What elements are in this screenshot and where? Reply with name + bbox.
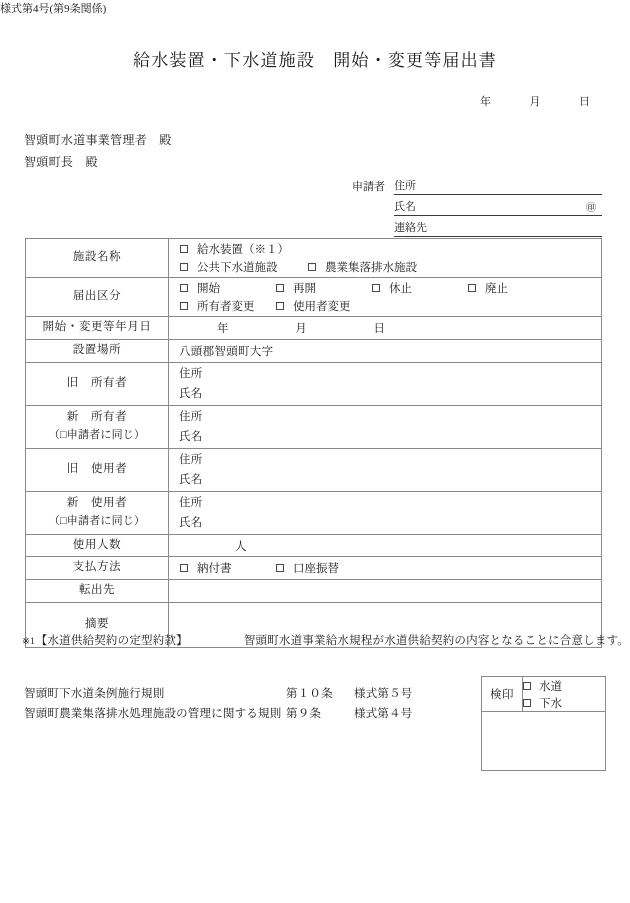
applicant-title bbox=[352, 236, 394, 237]
footnote-mark: ※1 bbox=[22, 637, 35, 647]
checkbox-row bbox=[175, 297, 601, 315]
checkbox-option[interactable] bbox=[180, 280, 276, 296]
checkbox-label: 開始 bbox=[197, 283, 220, 295]
row-label-text: 支払方法 bbox=[72, 561, 122, 574]
checkbox-row bbox=[175, 240, 601, 258]
checkbox-label: 農業集落排水施設 bbox=[325, 262, 417, 274]
checkbox-label: 公共下水道施設 bbox=[197, 262, 278, 274]
row-value[interactable] bbox=[169, 405, 602, 448]
table-row bbox=[26, 317, 602, 340]
prefilled-location-text[interactable]: 八頭郡智頭町大字 bbox=[179, 345, 274, 358]
checkbox-option[interactable] bbox=[468, 280, 508, 296]
date-year-label: 年 bbox=[480, 96, 491, 108]
inspection-seal-blank-area[interactable] bbox=[482, 712, 606, 771]
checkbox-group bbox=[175, 239, 601, 277]
applicant-row bbox=[352, 216, 602, 237]
person-field-address[interactable]: 住所 bbox=[179, 453, 203, 466]
inspection-checkbox-option[interactable] bbox=[523, 694, 605, 711]
checkbox-option[interactable] bbox=[276, 298, 351, 314]
checkbox-label: 休止 bbox=[389, 283, 412, 295]
checkbox-icon[interactable] bbox=[180, 302, 188, 310]
row-value[interactable] bbox=[169, 580, 602, 603]
row-value[interactable] bbox=[169, 448, 602, 491]
row-label-text: 旧 使用者 bbox=[66, 462, 128, 475]
regulation-row bbox=[24, 705, 413, 725]
regulation-name: 智頭町下水道条例施行規則 bbox=[24, 688, 165, 700]
date-day-label: 日 bbox=[579, 96, 590, 108]
checkbox-icon[interactable] bbox=[523, 699, 531, 707]
row-label-text: 開始・変更等年月日 bbox=[42, 321, 152, 333]
applicant-field-label: 連絡先 bbox=[394, 222, 427, 234]
person-fields bbox=[175, 449, 601, 491]
checkbox-row bbox=[175, 279, 601, 297]
person-field-address[interactable]: 住所 bbox=[179, 367, 203, 380]
regulation-article: 第１０条 bbox=[286, 688, 333, 700]
row-label-text: 届出区分 bbox=[72, 290, 122, 303]
row-value[interactable] bbox=[169, 317, 602, 340]
date-month-label: 月 bbox=[295, 322, 307, 335]
checkbox-icon[interactable] bbox=[276, 302, 284, 310]
checkbox-option[interactable] bbox=[180, 259, 308, 275]
row-label bbox=[26, 557, 169, 580]
applicant-block bbox=[352, 174, 602, 237]
row-value[interactable] bbox=[169, 534, 602, 557]
table-row bbox=[26, 557, 602, 580]
applicant-title: 申請者 bbox=[352, 181, 385, 193]
regulation-article: 第９条 bbox=[286, 708, 322, 720]
row-value[interactable] bbox=[169, 339, 602, 362]
checkbox-label: 納付書 bbox=[197, 563, 232, 576]
date-day-label: 日 bbox=[373, 322, 385, 335]
blank-entry-area[interactable] bbox=[175, 581, 601, 601]
person-field-name[interactable]: 氏名 bbox=[179, 473, 203, 486]
checkbox-icon[interactable] bbox=[308, 263, 316, 271]
checkbox-label: 使用者変更 bbox=[293, 301, 351, 313]
checkbox-label: 再開 bbox=[293, 283, 316, 295]
row-value[interactable] bbox=[169, 491, 602, 534]
person-field-name[interactable]: 氏名 bbox=[179, 387, 203, 400]
table-row bbox=[26, 339, 602, 362]
checkbox-group bbox=[175, 558, 601, 578]
checkbox-group bbox=[175, 278, 601, 316]
applicant-field-label: 住所 bbox=[394, 180, 416, 192]
row-value[interactable] bbox=[169, 362, 602, 405]
person-count-unit[interactable]: 人 bbox=[235, 540, 247, 553]
row-label-text: 使用人数 bbox=[72, 538, 122, 551]
table-row bbox=[26, 405, 602, 448]
checkbox-option[interactable] bbox=[276, 560, 339, 576]
checkbox-icon[interactable] bbox=[276, 564, 284, 572]
row-label bbox=[26, 580, 169, 603]
person-fields bbox=[175, 406, 601, 448]
checkbox-icon[interactable] bbox=[180, 263, 188, 271]
form-number: 様式第4号(第9条関係) bbox=[0, 3, 107, 15]
checkbox-option[interactable] bbox=[180, 241, 308, 257]
checkbox-label: 口座振替 bbox=[293, 563, 339, 576]
row-label bbox=[26, 491, 169, 534]
person-fields bbox=[175, 492, 601, 534]
checkbox-label: 廃止 bbox=[485, 283, 508, 295]
row-label bbox=[26, 534, 169, 557]
applicant-row bbox=[352, 195, 602, 216]
checkbox-label: 所有者変更 bbox=[197, 301, 255, 313]
applicant-氏名-field[interactable] bbox=[394, 199, 602, 216]
row-label-text: 新 所有者 bbox=[66, 411, 128, 424]
checkbox-icon[interactable] bbox=[180, 284, 188, 292]
checkbox-row bbox=[175, 258, 601, 276]
checkbox-label: 給水装置（※１） bbox=[197, 244, 289, 256]
checkbox-icon[interactable] bbox=[180, 564, 188, 572]
regulation-name: 智頭町農業集落排水処理施設の管理に関する規則 bbox=[24, 708, 282, 720]
notification-details-table bbox=[25, 238, 602, 648]
inspection-seal-box bbox=[481, 676, 606, 771]
table-row bbox=[26, 362, 602, 405]
person-field-address[interactable]: 住所 bbox=[179, 410, 203, 423]
date-input-row[interactable] bbox=[175, 320, 385, 336]
row-label bbox=[26, 405, 169, 448]
table-row bbox=[26, 580, 602, 603]
regulations-list bbox=[24, 685, 413, 725]
row-label bbox=[26, 317, 169, 340]
row-label-text: 旧 所有者 bbox=[66, 376, 128, 389]
row-label bbox=[26, 362, 169, 405]
inspection-seal-label: 検印 bbox=[482, 677, 523, 712]
checkbox-option[interactable] bbox=[308, 259, 417, 275]
applicant-row bbox=[352, 174, 602, 195]
inspection-checkbox-label: 水道 bbox=[539, 680, 562, 693]
issue-date-line bbox=[480, 93, 590, 109]
page-title: 給水装置・下水道施設 開始・変更等届出書 bbox=[133, 51, 497, 70]
person-field-name[interactable]: 氏名 bbox=[179, 516, 203, 529]
applicant-連絡先-field[interactable] bbox=[394, 220, 602, 237]
applicant-field-label: 氏名 bbox=[394, 201, 416, 213]
checkbox-row bbox=[175, 559, 601, 577]
table-row bbox=[26, 448, 602, 491]
person-field-address[interactable]: 住所 bbox=[179, 496, 203, 509]
table-row bbox=[26, 278, 602, 317]
person-field-name[interactable]: 氏名 bbox=[179, 430, 203, 443]
row-label bbox=[26, 339, 169, 362]
row-value bbox=[169, 557, 602, 580]
addressee-town-mayor: 智頭町長 殿 bbox=[24, 155, 98, 169]
checkbox-icon[interactable] bbox=[523, 682, 531, 690]
footnote-body: 智頭町水道事業給水規程が水道供給契約の内容となることに合意します。 bbox=[243, 635, 630, 647]
person-fields bbox=[175, 363, 601, 405]
footnote-term: 【水道供給契約の定型約款】 bbox=[35, 635, 188, 647]
checkbox-option[interactable] bbox=[276, 280, 372, 296]
row-label-subnote[interactable]: （□申請者に同じ） bbox=[48, 515, 146, 527]
inspection-checkbox-label: 下水 bbox=[539, 697, 562, 710]
date-month-label: 月 bbox=[529, 96, 541, 108]
row-label-text: 設置場所 bbox=[72, 343, 122, 356]
table-row bbox=[26, 239, 602, 278]
regulation-form-number: 様式第４号 bbox=[354, 708, 413, 720]
seal-icon: ㊞ bbox=[586, 203, 596, 214]
row-label-text: 新 使用者 bbox=[66, 497, 128, 510]
checkbox-icon[interactable] bbox=[180, 245, 188, 253]
checkbox-option[interactable] bbox=[372, 280, 468, 296]
date-year-label: 年 bbox=[217, 322, 229, 335]
addressee-water-manager: 智頭町水道事業管理者 殿 bbox=[24, 133, 172, 147]
row-value bbox=[169, 239, 602, 278]
checkbox-icon[interactable] bbox=[372, 284, 380, 292]
regulation-row bbox=[24, 685, 413, 705]
row-label-subnote[interactable]: （□申請者に同じ） bbox=[48, 429, 146, 441]
checkbox-option[interactable] bbox=[180, 298, 276, 314]
row-label bbox=[26, 278, 169, 317]
table-row bbox=[26, 491, 602, 534]
row-label bbox=[26, 239, 169, 278]
regulation-form-number: 様式第５号 bbox=[354, 688, 413, 700]
row-label-text: 摘要 bbox=[84, 618, 110, 631]
footnote bbox=[22, 632, 630, 648]
applicant-住所-field[interactable] bbox=[394, 178, 602, 195]
row-value bbox=[169, 278, 602, 317]
checkbox-icon[interactable] bbox=[276, 284, 284, 292]
checkbox-icon[interactable] bbox=[468, 284, 476, 292]
inspection-checkbox-option[interactable] bbox=[523, 677, 605, 694]
table-row bbox=[26, 534, 602, 557]
row-label bbox=[26, 448, 169, 491]
row-label-text: 転出先 bbox=[78, 584, 116, 597]
inspection-seal-checkboxes bbox=[523, 677, 606, 712]
checkbox-option[interactable] bbox=[180, 560, 276, 576]
row-label-text: 施設名称 bbox=[72, 251, 122, 264]
